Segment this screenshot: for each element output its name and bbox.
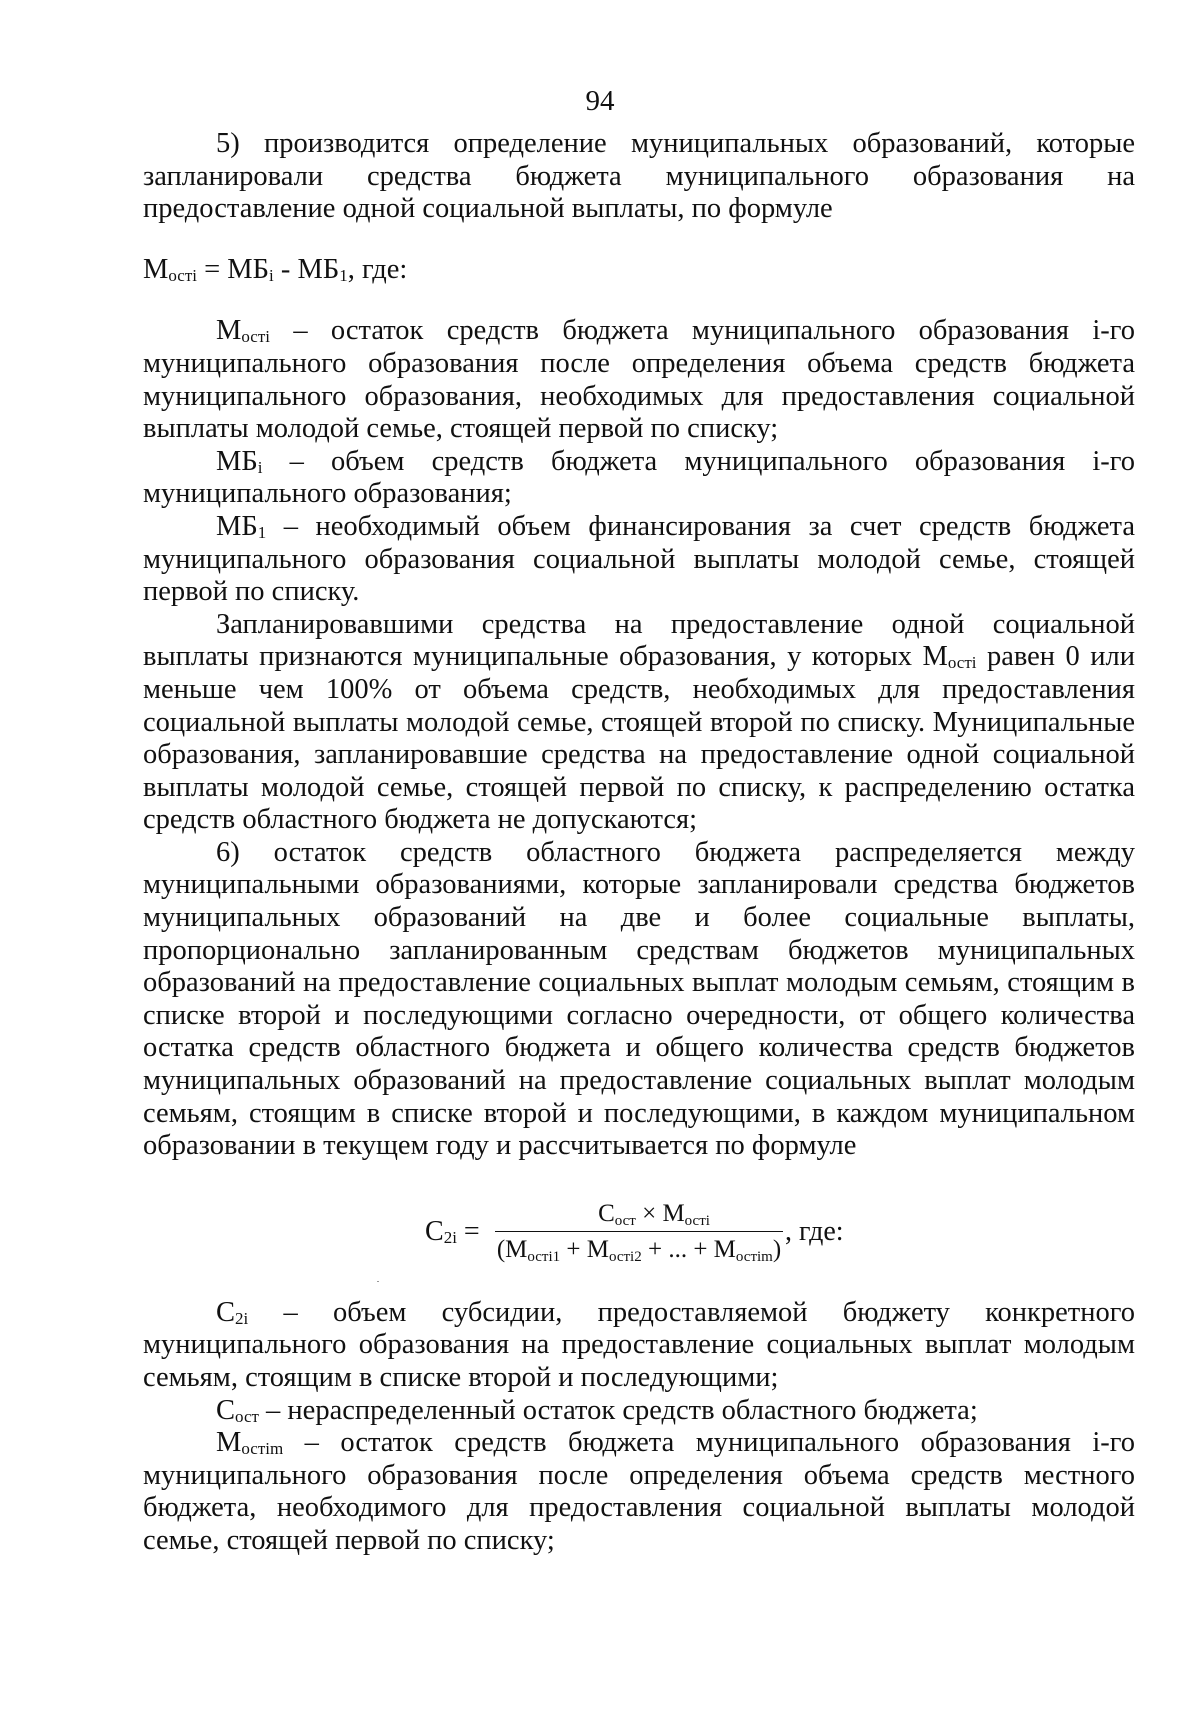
formula-numerator [495, 1199, 783, 1229]
formula-text: + ... + М [641, 1235, 736, 1263]
formula-suffix: , где: [785, 1215, 844, 1247]
definition-m-ost-i [143, 315, 1135, 445]
definition-c2i [143, 1297, 1135, 1395]
definition-subscript: ост [235, 1406, 259, 1426]
formula-subscript: остi2 [608, 1248, 642, 1265]
definition-text: – необходимый объем финансирования за счет средств бюджета муниципального образования социальной выплаты молодой семье, стоящей первой по списку. [143, 510, 1135, 608]
formula-subscript: остim [735, 1248, 773, 1265]
definition-symbol: М [216, 315, 242, 347]
definition-text: – нераспределенный остаток средств областного бюджета; [258, 1394, 978, 1426]
paragraph-planned-funds [143, 609, 1135, 837]
formula-text: - МБ [273, 253, 340, 285]
definition-text: – объем субсидии, предоставляемой бюджету конкретного муниципального образования на предоставление социальных выплат молодым семьям, стоящим в списке второй и последующими; [143, 1296, 1135, 1393]
formula-fraction [495, 1199, 783, 1265]
definition-subscript: i [257, 457, 263, 477]
scan-speck [377, 1281, 379, 1282]
paragraph-item-5: 5) производится определение муниципальных образований, которые запланировали средства бюджета муниципального образования на предоставление одной социальной выплаты, по формуле [143, 128, 1135, 225]
page-number: 94 [585, 85, 615, 117]
paragraph-subscript: остi [947, 653, 977, 673]
formula-text: × М [635, 1199, 685, 1227]
formula-symbol: М [143, 253, 169, 285]
definition-subscript: 2i [235, 1308, 249, 1328]
formula-c2i [143, 1177, 1135, 1285]
definition-text: – остаток средств бюджета муниципального образования i-го муниципального образования после определения объема средств местного бюджета, необходимого для предоставления социальной выплаты молодой семье, стоящей первой по списку; [143, 1427, 1135, 1556]
formula-subscript: ост [614, 1212, 636, 1229]
formula-text: (М [496, 1235, 528, 1263]
definition-mb-1 [143, 511, 1135, 609]
definition-subscript: остim [241, 1439, 284, 1459]
paragraph-text: Запланировавшими средства на предоставление одной социальной выплаты признаются муниципальные образования, у которых М [143, 608, 1135, 673]
formula-subscript: остi1 [527, 1248, 561, 1265]
paragraph-text: равен 0 или меньше чем 100% от объема средств, необходимых для предоставления социальной выплаты молодой семье, стоящей второй по списку. Муниципальные образования, запланировавшие средства на предоставление одной социальной выплаты молодой семье, стоящей первой по списку, к распределению остатка средств областного бюджета не допускаются; [143, 641, 1135, 836]
fraction-bar [495, 1231, 783, 1232]
definition-text: – объем средств бюджета муниципального образования i-го муниципального образования; [143, 445, 1135, 510]
formula-text: ) [772, 1235, 782, 1263]
formula-lhs [425, 1216, 480, 1249]
formula-symbol: С [598, 1199, 615, 1227]
definition-subscript: остi [241, 327, 270, 347]
definition-symbol: МБ [216, 445, 258, 477]
document-body [143, 128, 1135, 1558]
formula-text: , где: [347, 253, 408, 285]
definition-symbol: МБ [216, 510, 258, 542]
formula-subscript: остi [684, 1212, 710, 1229]
definition-symbol: М [216, 1427, 242, 1459]
definition-mb-i [143, 446, 1135, 511]
formula-subscript: i [269, 265, 274, 285]
formula-subscript: остi [168, 265, 197, 285]
definition-subscript: 1 [257, 522, 267, 542]
formula-subscript: 1 [339, 265, 348, 285]
paragraph-item-6: 6) остаток средств областного бюджета распределяется между муниципальными образованиями, которые запланировали средства бюджетов муниципальных образований на две и более социальные выплаты, пропорционально запланированным средствам бюджетов муниципальных образований на предоставление социальных выплат молодым семьям, стоящим в списке второй и последующими согласно очередности, от общего количества остатка средств областного бюджета и общего количества средств бюджетов муниципальных образований на предоставление социальных выплат молодым семьям, стоящим в списке второй и последующими, в каждом муниципальном образовании в текущем году и рассчитывается по формуле [143, 836, 1135, 1162]
definition-text: – остаток средств бюджета муниципального образования i-го муниципального образования после определения объема средств бюджета муниципального образования, необходимых для предоставления социальной выплаты молодой семье, стоящей первой по списку; [143, 315, 1135, 445]
definition-symbol: С [216, 1394, 236, 1426]
formula-symbol: С [425, 1215, 444, 1247]
formula-text: = МБ [196, 253, 269, 285]
definition-c-ost [143, 1395, 1135, 1428]
definition-m-ost-im [143, 1427, 1135, 1557]
definition-symbol: С [216, 1296, 236, 1328]
formula-text: = [456, 1215, 480, 1247]
formula-text: + М [560, 1235, 609, 1263]
formula-subscript: 2i [443, 1227, 457, 1247]
formula-denominator [495, 1235, 783, 1265]
formula-m-ost [143, 254, 1135, 287]
